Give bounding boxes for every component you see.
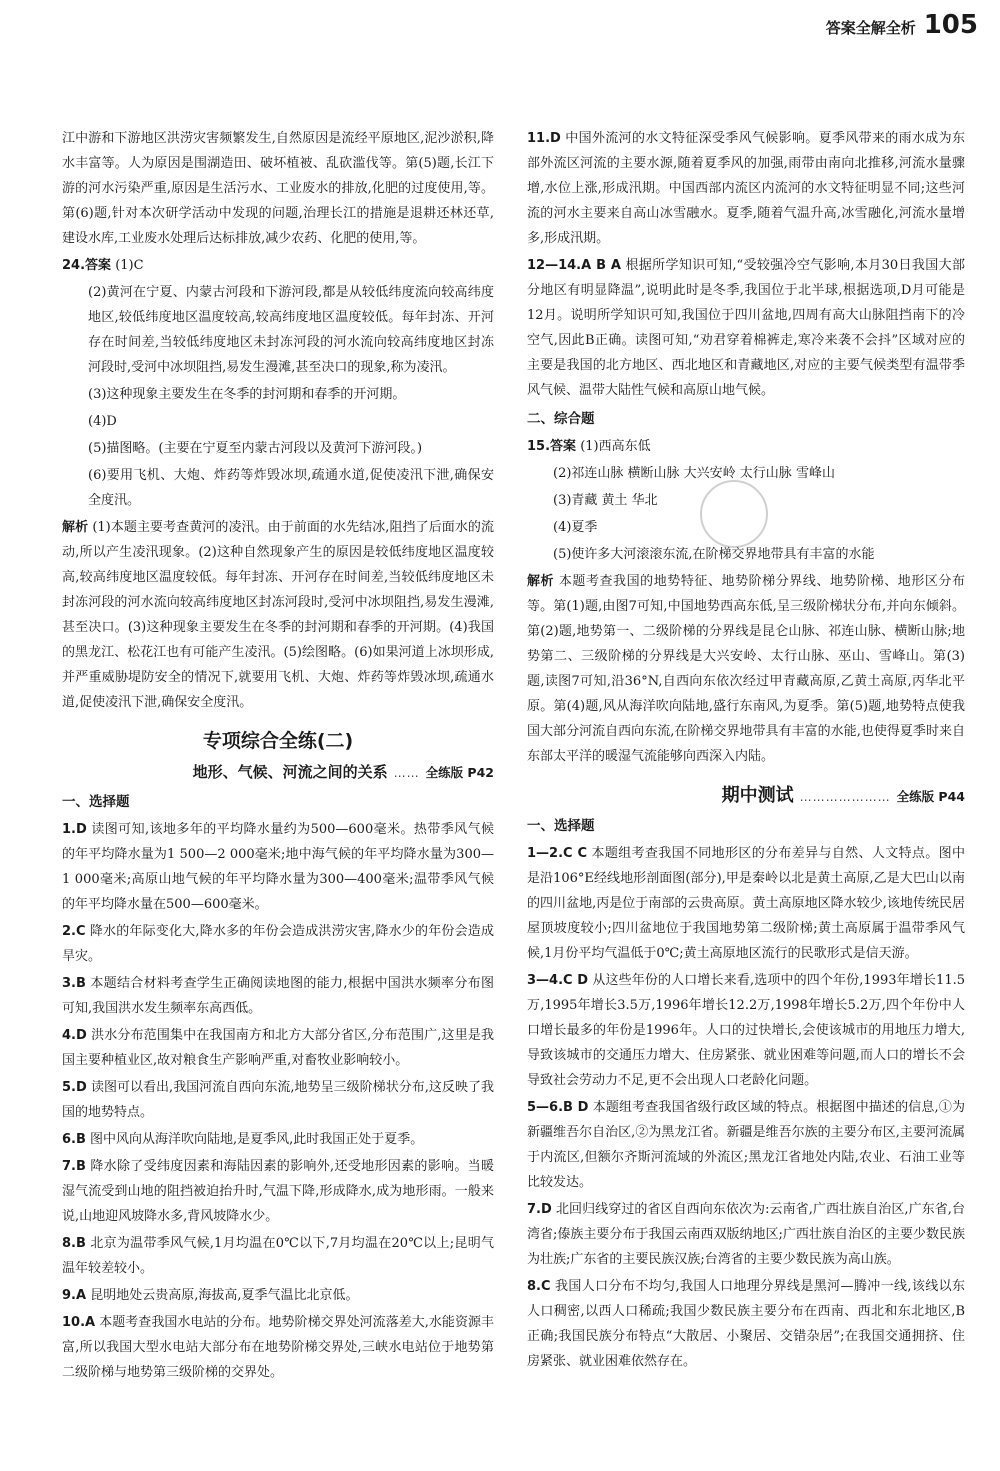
question-item xyxy=(62,1310,494,1385)
question-number: 6.B xyxy=(62,1132,86,1147)
question-15 xyxy=(527,434,965,459)
answer-line: (2)祁连山脉 横断山脉 大兴安岭 太行山脉 雪峰山 xyxy=(553,466,835,481)
question-item xyxy=(62,1231,494,1281)
answer-line: (2)黄河在宁夏、内蒙古河段和下游河段,都是从较低纬度流向较高纬度地区,较低纬度地区温度较高,较高纬度地区温度较低。每年封冻、开河存在时间差,当较低纬度地区未封冻河段的河水流向较高纬度地区封冻河段时,受河中冰坝阻挡,易发生漫滩,甚至决口的现象,称为凌汛。 xyxy=(88,285,494,375)
answer-label: 答案 xyxy=(550,439,577,454)
answer-line: (4)D xyxy=(88,414,117,429)
answer-line: (5)描图略。(主要在宁夏至内蒙古河段以及黄河下游河段。) xyxy=(88,441,423,456)
answer-line: (3)青藏 黄土 华北 xyxy=(553,493,658,508)
answer-line: (1)西高东低 xyxy=(580,439,651,454)
explanation xyxy=(62,515,494,715)
question-text: 中国外流河的水文特征深受季风气候影响。夏季风带来的雨水成为东部外流区河流的主要水源,随着夏季风的加强,雨带由南向北推移,河流水量骤增,水位上涨,形成汛期。中国西部内流区内流河的水文特征明显不同;这些河流的河水主要来自高山冰雪融水。夏季,随着气温升高,冰雪融化,河流水量增多,形成汛期。 xyxy=(527,131,965,246)
question-text: 洪水分布范围集中在我国南方和北方大部分省区,分布范围广,这里是我国主要种植业区,故对粮食生产影响严重,对畜牧业影响较小。 xyxy=(62,1028,495,1068)
edition-ref: 全练版 P42 xyxy=(425,765,494,780)
question-text: 北京为温带季风气候,1月均温在0℃以下,7月均温在20℃以上;昆明气温年较差较小。 xyxy=(62,1236,494,1276)
leader-dots: ………………… xyxy=(799,790,891,804)
question-text: 本题组考查我国省级行政区域的特点。根据图中描述的信息,①为新疆维吾尔自治区,②为黑龙江省。新疆是维吾尔族的主要分布区,主要河流属于内流区,但额尔齐斯河流域的外流区;黑龙江省地处内陆,农业、石油工业等比较发达。 xyxy=(527,1100,965,1190)
explanation-label: 解析 xyxy=(62,520,89,535)
question-number: 15. xyxy=(527,439,551,454)
stamp-seal-icon xyxy=(700,480,768,548)
question-item xyxy=(62,817,494,917)
question-text: 我国人口分布不均匀,我国人口地理分界线是黑河—腾冲一线,该线以东人口稠密,以西人口稀疏;我国少数民族主要分布在西南、西北和东北地区,B正确;我国民族分布特点“大散居、小聚居、交错杂居”;在我国交通拥挤、住房紧张、就业困难依然存在。 xyxy=(527,1279,965,1369)
question-item xyxy=(527,253,965,403)
question-item xyxy=(62,1283,494,1308)
question-text: 昆明地处云贵高原,海拔高,夏季气温比北京低。 xyxy=(90,1288,359,1303)
answer-line: (4)夏季 xyxy=(553,520,598,535)
question-number: 5.D xyxy=(62,1080,87,1095)
subtitle: 地形、气候、河流之间的关系 xyxy=(192,763,388,781)
paragraph: 江中游和下游地区洪涝灾害频繁发生,自然原因是流经平原地区,泥沙淤积,降水丰富等。人为原因是围湖造田、破坏植被、乱砍滥伐等。第(5)题,长江下游的河水污染严重,原因是生活污水、工业废水的排放,化肥的过度使用,等。第(6)题,针对本次研学活动中发现的问题,治理长江的措施是退耕还林还草,建设水库,工业废水处理后达标排放,减少农药、化肥的使用,等。 xyxy=(62,131,494,246)
question-number: 5—6.B D xyxy=(527,1100,589,1115)
section-heading: 二、综合题 xyxy=(527,411,595,427)
question-item xyxy=(62,1154,494,1229)
question-item xyxy=(527,1274,965,1374)
question-number: 7.B xyxy=(62,1159,86,1174)
question-number: 3.B xyxy=(62,976,86,991)
question-item xyxy=(62,919,494,969)
question-number: 7.D xyxy=(527,1202,552,1217)
header-label: 答案全解全析 xyxy=(825,19,916,37)
section-heading: 一、选择题 xyxy=(527,818,595,834)
answer-line: (5)使许多大河滚滚东流,在阶梯交界地带具有丰富的水能 xyxy=(553,547,875,562)
answer-line: (6)要用飞机、大炮、炸药等炸毁冰坝,疏通水道,促使凌汛下泄,确保安全度汛。 xyxy=(88,468,494,508)
question-number: 1.D xyxy=(62,822,87,837)
question-number: 1—2.C C xyxy=(527,846,587,861)
question-item xyxy=(62,1127,494,1152)
part-title: 专项综合全练(二) xyxy=(202,730,354,752)
question-text: 读图可以看出,我国河流自西向东流,地势呈三级阶梯状分布,这反映了我国的地势特点。 xyxy=(62,1080,494,1120)
question-item xyxy=(527,1197,965,1272)
question-text: 北回归线穿过的省区自西向东依次为:云南省,广西壮族自治区,广东省,台湾省;傣族主要分布于我国云南西双版纳地区;广西壮族自治区的主要少数民族为壮族;广东省的主要民族汉族;台湾省的主要少数民族为高山族。 xyxy=(527,1202,965,1267)
question-text: 读图可知,该地多年的平均降水量约为500—600毫米。热带季风气候的年平均降水量为1 500—2 000毫米;地中海气候的年平均降水量为300—1 000毫米;高原山地气候的年平均降水量为300—400毫米;温带季风气候的年平均降水量在500—600毫米。 xyxy=(62,822,494,912)
page-header xyxy=(826,10,978,40)
answer-line: (1)C xyxy=(115,258,144,273)
question-item xyxy=(527,968,965,1093)
question-text: 本题组考查我国不同地形区的分布差异与自然、人文特点。图中是沿106°E经线地形剖面图(部分),甲是秦岭以北是黄土高原,乙是大巴山以南的四川盆地,丙是位于南部的云贵高原。黄土高原地区降水较少,该地传统民居屋顶坡度较小;四川盆地位于我国地势第二级阶梯;黄土高原属于温带季风气候,1月份平均气温低于0℃;黄土高原地区流行的民歌形式是信天游。 xyxy=(527,846,965,961)
question-text: 从这些年份的人口增长来看,选项中的四个年份,1993年增长11.5万,1995年增长3.5万,1996年增长12.2万,1998年增长5.2万,四个年份中人口增长最多的年份是1996年。人口的过快增长,会使该城市的用地压力增大,导致该城市的交通压力增大、住房紧张、就业困难等问题,而人口的增长不会导致社会劳动力不足,更不会出现人口老龄化问题。 xyxy=(527,973,966,1088)
explanation-text: (1)本题主要考查黄河的凌汛。由于前面的水先结冰,阻挡了后面水的流动,所以产生凌汛现象。(2)这种自然现象产生的原因是较低纬度地区温度较高,较高纬度地区温度较低。每年封冻、开河存在时间差,当较低纬度地区未封冻河段的河水流向较高纬度地区封冻河段时,受河中冰坝阻挡,易发生漫滩,甚至决口。(3)这种现象主要发生在冬季的封河期和春季的开河期。(4)我国的黑龙江、松花江也有可能产生凌汛。(5)绘图略。(6)如果河道上冰坝形成,并严重威胁堤防安全的情况下,就要用飞机、大炮、炸药等炸毁冰坝,疏通水道,促使凌汛下泄,确保安全度汛。 xyxy=(62,520,494,710)
question-number: 3—4.C D xyxy=(527,973,589,988)
question-number: 2.C xyxy=(62,924,86,939)
explanation xyxy=(527,569,965,769)
midterm-title: 期中测试 xyxy=(721,785,794,806)
answer-line: (3)这种现象主要发生在冬季的封河期和春季的开河期。 xyxy=(88,387,406,402)
midterm-title-row xyxy=(527,783,965,810)
left-column xyxy=(62,126,494,1387)
leader-dots: …… xyxy=(393,766,420,780)
edition-ref: 全练版 P44 xyxy=(896,789,965,804)
question-number: 11.D xyxy=(527,131,561,146)
question-number: 24. xyxy=(62,258,86,273)
question-text: 根据所学知识可知,“受较强冷空气影响,本月30日我国大部分地区有明显降温”,说明此时是冬季,我国位于北半球,根据选项,D月可能是12月。说明所学知识可知,我国位于四川盆地,四周有高大山脉阻挡南下的冷空气,因此B正确。读图可知,“劝君穿着棉裤走,寒冷来袭不会抖”区域对应的主要是我国的北方地区、西北地区和青藏地区,对应的主要气候类型有温带季风气候、温带大陆性气候和高原山地气候。 xyxy=(527,258,966,398)
question-item xyxy=(62,1075,494,1125)
subtitle-row xyxy=(62,760,494,786)
question-item xyxy=(62,971,494,1021)
question-number: 8.B xyxy=(62,1236,86,1251)
question-text: 降水除了受纬度因素和海陆因素的影响外,还受地形因素的影响。当暖湿气流受到山地的阻挡被迫抬升时,气温下降,形成降水,成为地形雨。一般来说,山地迎风坡降水多,背风坡降水少。 xyxy=(62,1159,494,1224)
answer-label: 答案 xyxy=(85,258,112,273)
question-text: 本题考查我国水电站的分布。地势阶梯交界处河流落差大,水能资源丰富,所以我国大型水电站大部分布在地势阶梯交界处,三峡水电站位于地势第二级阶梯与地势第三级阶梯的交界处。 xyxy=(62,1315,494,1380)
question-item xyxy=(527,841,965,966)
question-number: 9.A xyxy=(62,1288,87,1303)
question-text: 图中风向从海洋吹向陆地,是夏季风,此时我国正处于夏季。 xyxy=(90,1132,424,1147)
question-item xyxy=(527,1095,965,1195)
question-number: 10.A xyxy=(62,1315,96,1330)
right-column xyxy=(527,126,965,1376)
question-number: 12—14.A B A xyxy=(527,258,621,273)
section-heading: 一、选择题 xyxy=(62,794,130,810)
question-text: 本题结合材料考查学生正确阅读地图的能力,根据中国洪水频率分布图可知,我国洪水发生频率东高西低。 xyxy=(62,976,494,1016)
question-text: 降水的年际变化大,降水多的年份会造成洪涝灾害,降水少的年份会造成旱灾。 xyxy=(62,924,494,964)
explanation-label: 解析 xyxy=(527,574,555,589)
page-number: 105 xyxy=(923,10,978,40)
question-number: 4.D xyxy=(62,1028,87,1043)
question-item xyxy=(527,126,965,251)
question-number: 8.C xyxy=(527,1279,551,1294)
question-item xyxy=(62,1023,494,1073)
question-24 xyxy=(62,253,494,278)
explanation-text: 本题考查我国的地势特征、地势阶梯分界线、地势阶梯、地形区分布等。第(1)题,由图7可知,中国地势西高东低,呈三级阶梯状分布,并向东倾斜。第(2)题,地势第一、二级阶梯的分界线是昆仑山脉、祁连山脉、横断山脉;地势第二、三级阶梯的分界线是大兴安岭、太行山脉、巫山、雪峰山。第(3)题,读图7可知,沿36°N,自西向东依次经过甲青藏高原,乙黄土高原,丙华北平原。第(4)题,风从海洋吹向陆地,盛行东南风,为夏季。第(5)题,地势特点使我国大部分河流自西向东流,在阶梯交界地带具有丰富的水能,也使得夏季时来自东部太平洋的暖湿气流能够向西深入内陆。 xyxy=(527,574,965,764)
